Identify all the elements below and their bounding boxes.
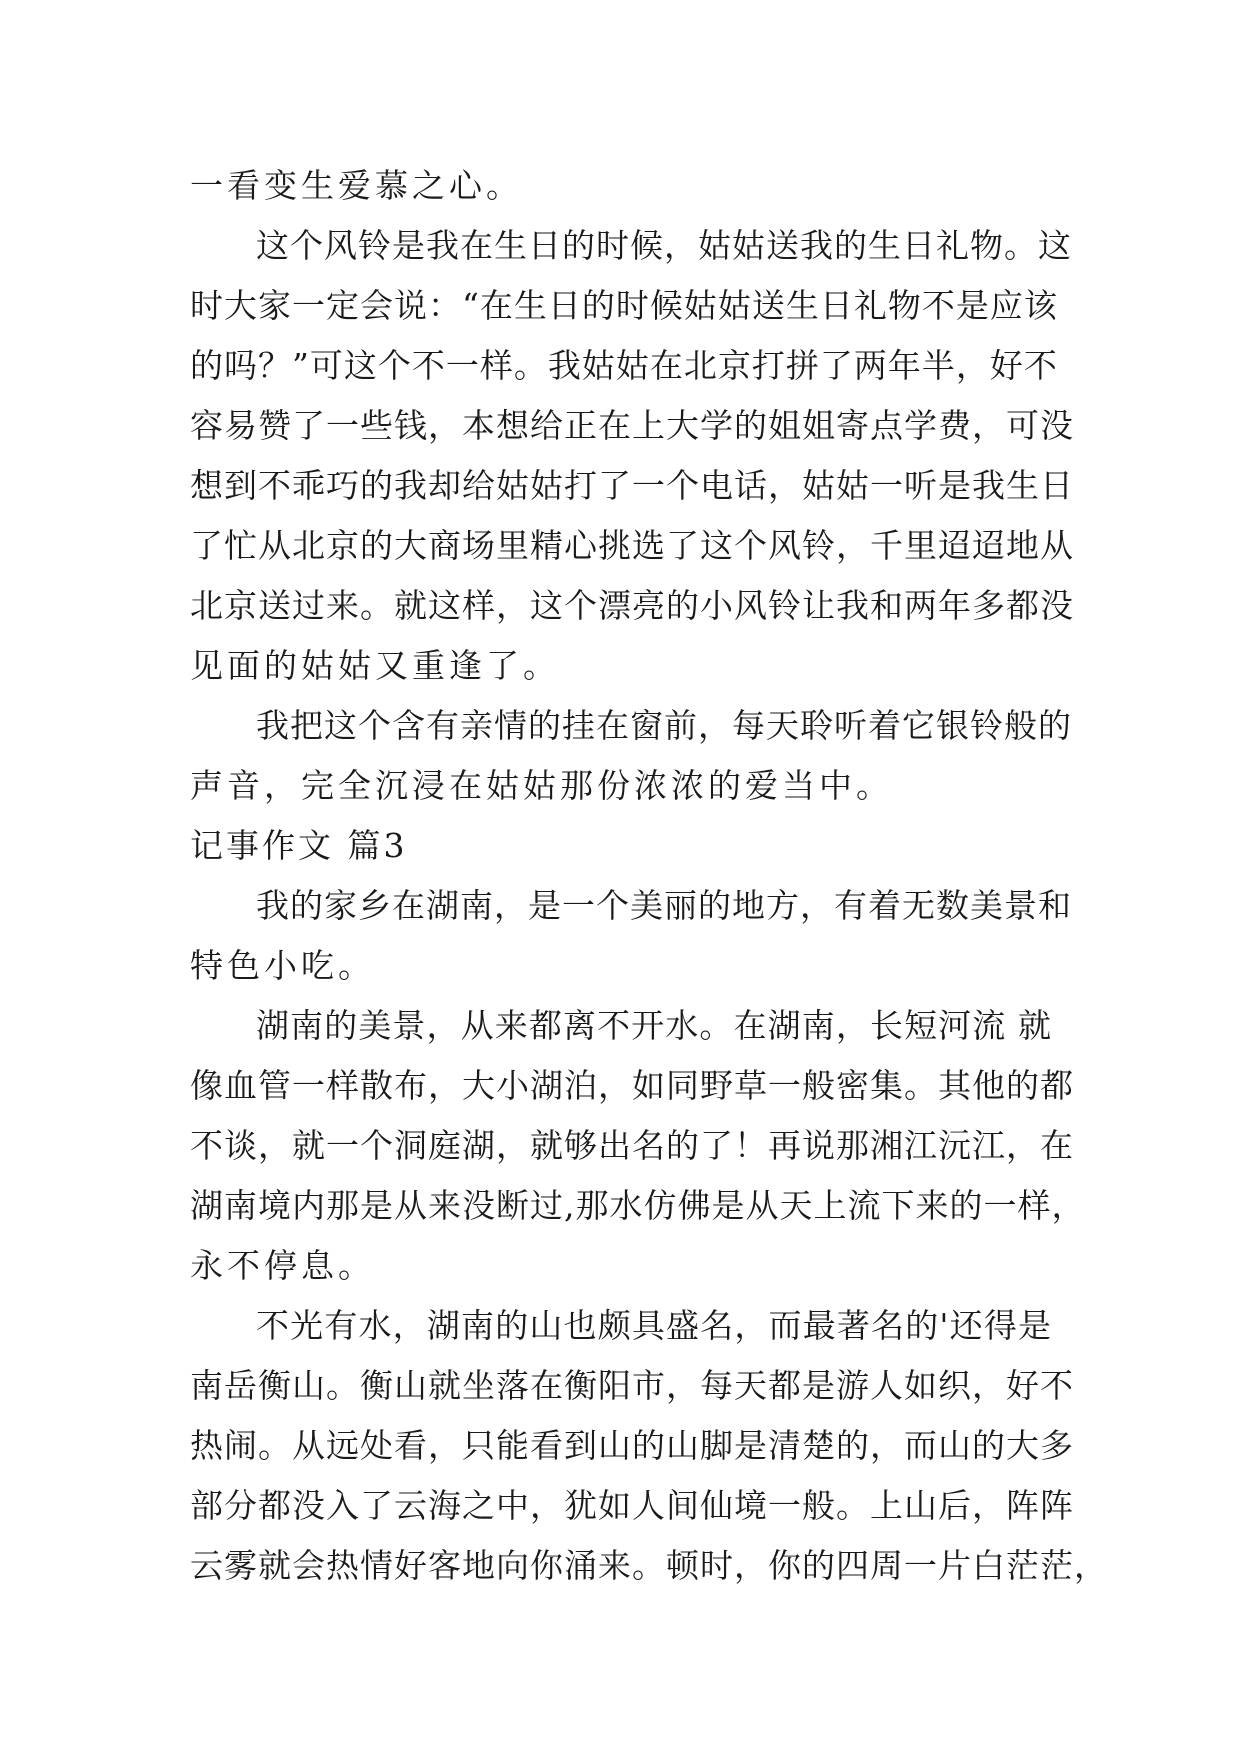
text-line: 特色小吃。	[190, 946, 375, 985]
text-line: 不谈，就一个洞庭湖，就够出名的了！再说那湘江沅江，在	[190, 1126, 1074, 1165]
text-line: 热闹。从远处看，只能看到山的山脚是清楚的，而山的大多	[190, 1426, 1074, 1465]
text-line: 时大家一定会说：“在生日的时候姑姑送生日礼物不是应该	[190, 286, 1058, 325]
text-line: 了忙从北京的大商场里精心挑选了这个风铃，千里迢迢地从	[190, 526, 1074, 565]
text-line: 一看变生爱慕之心。	[190, 166, 523, 205]
text-line: 像血管一样散布，大小湖泊，如同野草一般密集。其他的都	[190, 1066, 1074, 1105]
text-line: 想到不乖巧的我却给姑姑打了一个电话，姑姑一听是我生日	[190, 466, 1074, 505]
text-line: 云雾就会热情好客地向你涌来。顿时，你的四周一片白茫茫，	[190, 1546, 1108, 1585]
text-line: 湖南境内那是从来没断过,那水仿佛是从天上流下来的一样，	[190, 1186, 1086, 1225]
text-line: 我把这个含有亲情的挂在窗前，每天聆听着它银铃般的	[256, 706, 1072, 745]
text-line: 湖南的美景，从来都离不开水。在湖南，长短河流 就	[256, 1006, 1052, 1045]
text-line: 部分都没入了云海之中，犹如人间仙境一般。上山后，阵阵	[190, 1486, 1074, 1525]
text-line: 容易赞了一些钱，本想给正在上大学的姐姐寄点学费，可没	[190, 406, 1074, 445]
text-line: 永不停息。	[190, 1246, 375, 1285]
text-line: 我的家乡在湖南，是一个美丽的地方，有着无数美景和	[256, 886, 1072, 925]
text-line: 北京送过来。就这样，这个漂亮的小风铃让我和两年多都没	[190, 586, 1074, 625]
text-line: 声音，完全沉浸在姑姑那份浓浓的爱当中。	[190, 766, 893, 805]
text-line: 不光有水，湖南的山也颇具盛名，而最著名的'还得是	[256, 1306, 1052, 1345]
section-heading: 记事作文 篇3	[190, 826, 408, 865]
text-line: 南岳衡山。衡山就坐落在衡阳市，每天都是游人如织，好不	[190, 1366, 1074, 1405]
text-line: 见面的姑姑又重逢了。	[190, 646, 560, 685]
text-line: 这个风铃是我在生日的时候，姑姑送我的生日礼物。这	[256, 226, 1072, 265]
text-line: 的吗？”可这个不一样。我姑姑在北京打拼了两年半，好不	[190, 346, 1058, 385]
